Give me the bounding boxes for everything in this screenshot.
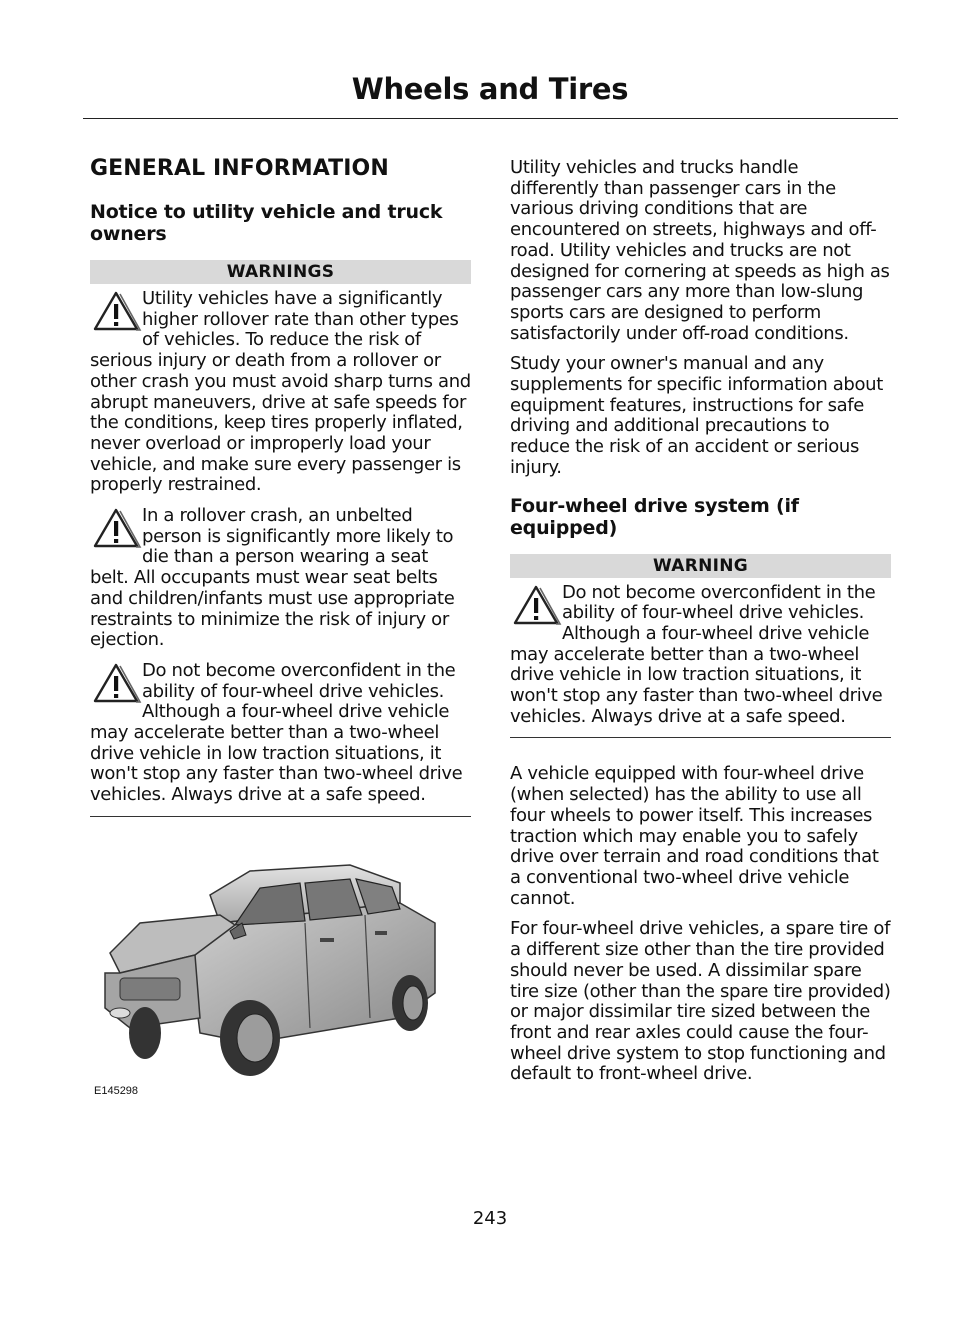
warning-text: Do not become overconfident in the ability of four-wheel drive vehicles. Although a four-wheel drive vehicle may accelerate better than a two-wheel drive vehicle in low traction situations, it won't stop any faster than two-wheel drive vehicles. Always drive at a safe speed. (90, 659, 463, 806)
figure-code: E145298 (94, 1084, 139, 1097)
warning-item (90, 289, 471, 496)
paragraph: Study your owner's manual and any supplements for specific information about equipment features, instructions for safe driving and additional precautions to reduce the risk of an accident or serious injury. (510, 353, 883, 478)
warning-triangle-icon (510, 583, 562, 629)
warning-item (90, 506, 471, 651)
subsection-title: Notice to utility vehicle and truck owners (90, 201, 443, 245)
paragraph: Utility vehicles and trucks handle differently than passenger cars in the various driving conditions that are encountered on streets, highways and off-road. Utility vehicles and trucks are not designed for cornering at speeds as high as passenger cars any more than low-slung sports cars are designed to perform satisfactorily under off-road conditions. (510, 157, 890, 344)
warning-divider (510, 737, 891, 738)
paragraph: For four-wheel drive vehicles, a spare tire of a different size other than the tire provided should never be used. A dissimilar spare tire size (other than the spare tire provided) or major dissimilar tire sized between the front and rear axles could cause the four-wheel drive system to stop functioning and default to front-wheel drive. (510, 918, 891, 1085)
warning-triangle-icon (90, 661, 142, 707)
title-divider (83, 118, 898, 119)
warning-item (90, 661, 471, 806)
warning-heading: WARNING (510, 554, 891, 578)
warning-triangle-icon (90, 289, 142, 335)
warnings-heading: WARNINGS (90, 260, 471, 284)
warning-item (510, 583, 891, 728)
left-column (90, 156, 471, 1108)
page-title: Wheels and Tires (351, 72, 629, 106)
right-column (510, 158, 891, 1095)
warning-text: Utility vehicles have a significantly higher rollover rate than other types of vehicles. To reduce the risk of serious injury or death from a rollover or other crash you must avoid sharp turns and abrupt maneuvers, drive at safe speeds for the conditions, keep tires properly inflated, never overload or improperly load your vehicle, and make sure every passenger is properly restrained. (90, 288, 471, 496)
warning-triangle-icon (90, 506, 142, 552)
section-title: GENERAL INFORMATION (90, 156, 389, 181)
warning-text: In a rollover crash, an unbelted person is significantly more likely to die than a person wearing a seat belt. All occupants must wear seat belts and children/infants must use appropriate restraints to minimize the risk of injury or ejection. (90, 505, 455, 651)
vehicle-illustration (90, 843, 471, 1108)
paragraph: A vehicle equipped with four-wheel drive (when selected) has the ability to use all four wheels to power itself. This increases traction which may enable you to safely drive over terrain and road conditions that a conventional two-wheel drive vehicle cannot. (510, 763, 879, 909)
page-number: 243 (472, 1208, 508, 1229)
warning-text: Do not become overconfident in the ability of four-wheel drive vehicles. Although a four-wheel drive vehicle may accelerate better than a two-wheel drive vehicle in low traction situations, it won't stop any faster than two-wheel drive vehicles. Always drive at a safe speed. (510, 581, 883, 727)
warnings-divider (90, 816, 471, 817)
suv-image (100, 843, 450, 1083)
subsection-title: Four-wheel drive system (if equipped) (510, 494, 799, 539)
